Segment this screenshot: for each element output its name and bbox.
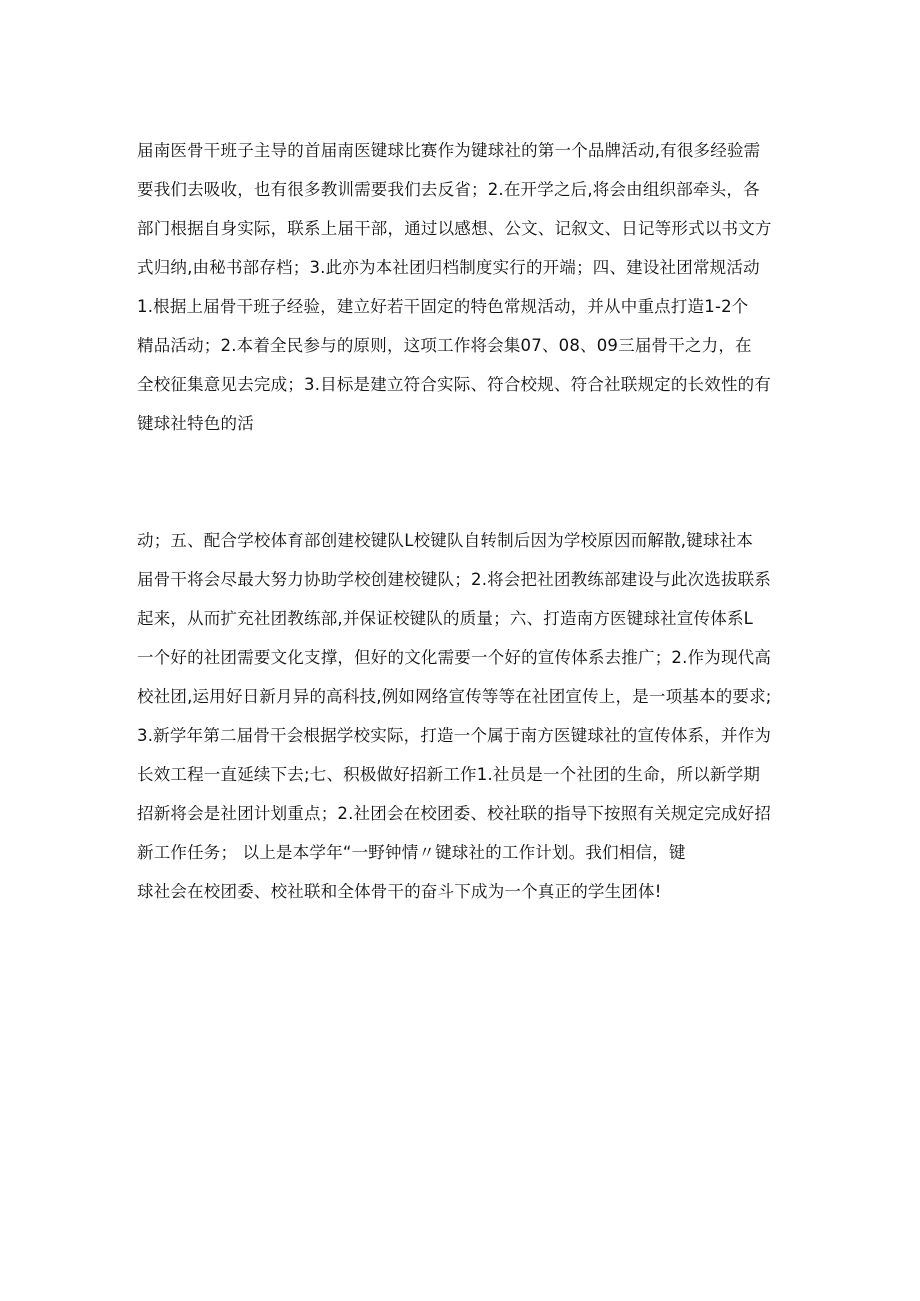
text-line: 起来，从而扩充社团教练部,并保证校键队的质量；六、打造南方医键球社宣传体系L: [137, 609, 754, 628]
text-line: 3.新学年第二届骨干会根据学校实际，打造一个属于南方医键球社的宣传体系，并作为: [137, 726, 772, 745]
text-line: 全校征集意见去完成；3.目标是建立符合实际、符合校规、符合社联规定的长效性的有: [137, 375, 772, 394]
text-line: 式归纳,由秘书部存档；3.此亦为本社团归档制度实行的开端；四、建设社团常规活动: [137, 258, 760, 277]
text-line: 届南医骨干班子主导的首届南医键球比赛作为键球社的第一个品牌活动,有很多经验需: [137, 141, 761, 160]
paragraph-1: [137, 131, 797, 443]
text-line: 要我们去吸收，也有很多教训需要我们去反省；2.在开学之后,将会由组织部牵头，各: [137, 180, 760, 199]
text-line: 键球社特色的活: [137, 414, 254, 433]
paragraph-2: [137, 521, 797, 911]
text-line: 招新将会是社团计划重点；2.社团会在校团委、校社联的指导下按照有关规定完成好招: [137, 804, 772, 823]
text-line: 部门根据自身实际，联系上届干部，通过以感想、公文、记叙文、日记等形式以书文方: [137, 219, 772, 238]
text-line: 长效工程一直延续下去;七、积极做好招新工作1.社员是一个社团的生命，所以新学期: [137, 765, 761, 784]
text-line: 精品活动；2.本着全民参与的原则，这项工作将会集07、08、09三届骨干之力，在: [137, 336, 752, 355]
text-line: 1.根据上届骨干班子经验，建立好若干固定的特色常规活动，并从中重点打造1-2个: [137, 297, 749, 316]
text-line: 届骨干将会尽最大努力协助学校创建校键队；2.将会把社团教练部建设与此次选拔联系: [137, 570, 772, 589]
text-line: 新工作任务； 以上是本学年“一野钟情〃键球社的工作计划。我们相信，键: [137, 843, 686, 862]
text-line: 动；五、配合学校体育部创建校键队L校键队自转制后因为学校原因而解散,键球社本: [137, 531, 754, 550]
text-line: 一个好的社团需要文化支撑，但好的文化需要一个好的宣传体系去推广；2.作为现代高: [137, 648, 772, 667]
text-line: 球社会在校团委、校社联和全体骨干的奋斗下成为一个真正的学生团体!: [137, 882, 662, 901]
text-line: 校社团,运用好日新月异的高科技,例如网络宣传等等在社团宣传上，是一项基本的要求;: [137, 687, 772, 706]
